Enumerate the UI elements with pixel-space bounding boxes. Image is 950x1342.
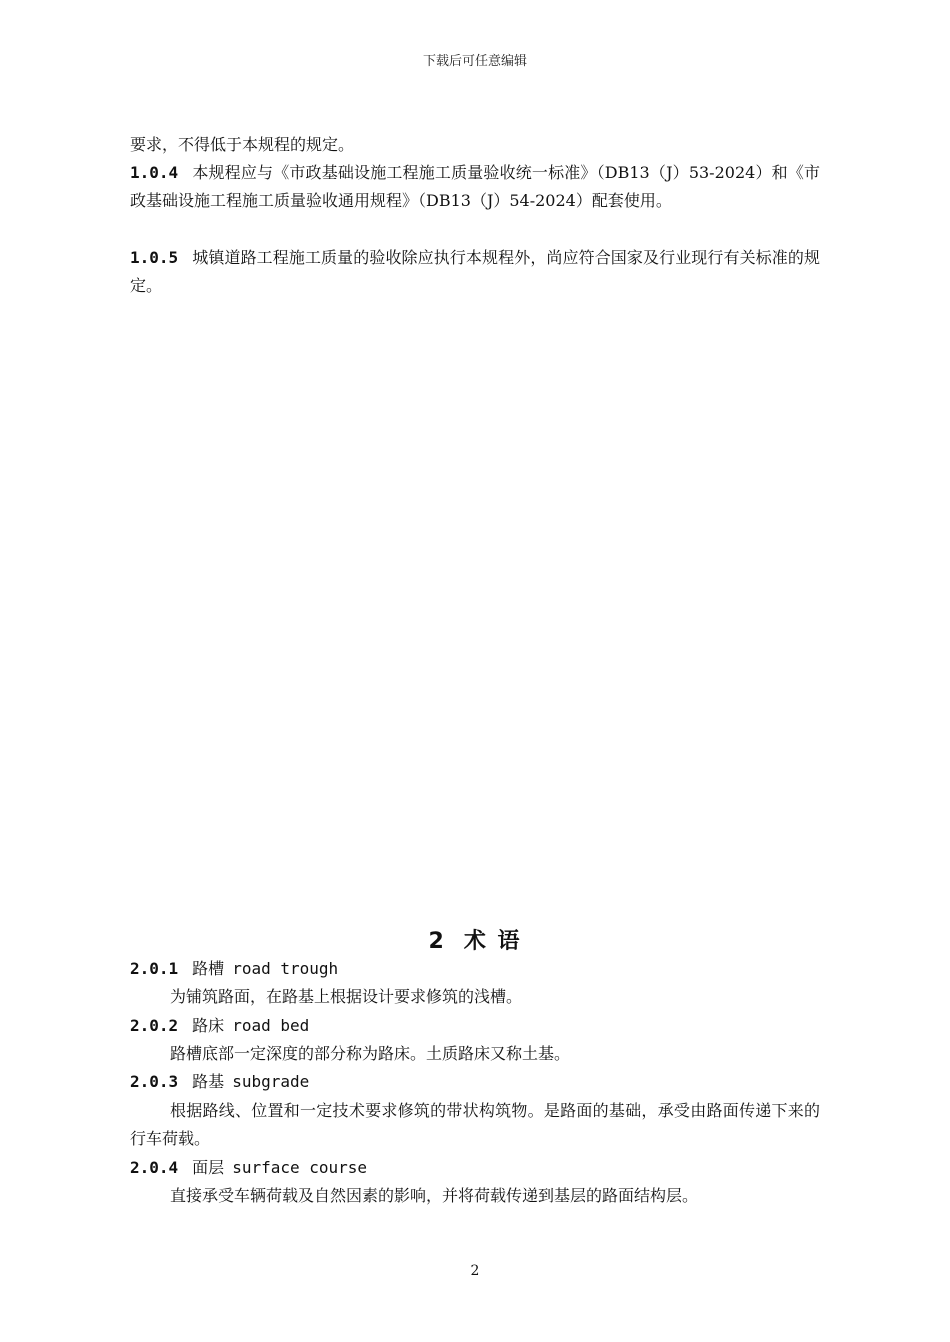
term-cn: 路床 bbox=[192, 1016, 225, 1035]
term-cn: 路基 bbox=[192, 1072, 225, 1091]
term-number: 2.0.1 bbox=[130, 959, 179, 978]
term-cn: 面层 bbox=[192, 1158, 225, 1177]
term-heading bbox=[130, 1154, 820, 1182]
term-cn: 路槽 bbox=[192, 959, 225, 978]
clause-1-0-5 bbox=[130, 244, 820, 300]
term-definition: 根据路线、位置和一定技术要求修筑的带状构筑物。是路面的基础，承受由路面传递下来的行车荷载。 bbox=[130, 1101, 820, 1148]
term-definition: 直接承受车辆荷载及自然因素的影响，并将荷载传递到基层的路面结构层。 bbox=[170, 1186, 699, 1205]
term-en: subgrade bbox=[232, 1072, 310, 1091]
clause-number: 1.0.4 bbox=[130, 163, 179, 182]
chapter-title bbox=[0, 924, 950, 955]
clause-number: 1.0.5 bbox=[130, 248, 179, 267]
page-header: 下载后可任意编辑 bbox=[422, 54, 527, 69]
clause-1-0-4 bbox=[130, 159, 820, 215]
chapter-name: 术 语 bbox=[463, 929, 522, 954]
term-heading bbox=[130, 1068, 820, 1096]
term-en: surface course bbox=[232, 1158, 368, 1177]
term-number: 2.0.2 bbox=[130, 1016, 179, 1035]
term-en: road trough bbox=[232, 959, 339, 978]
term-number: 2.0.4 bbox=[130, 1158, 179, 1177]
term-definition: 路槽底部一定深度的部分称为路床。土质路床又称土基。 bbox=[170, 1044, 571, 1063]
chapter-number: 2 bbox=[428, 929, 446, 954]
clause-text: 城镇道路工程施工质量的验收除应执行本规程外，尚应符合国家及行业现行有关标准的规定。 bbox=[130, 248, 820, 295]
term-number: 2.0.3 bbox=[130, 1072, 179, 1091]
term-heading bbox=[130, 1012, 820, 1040]
page-number: 2 bbox=[470, 1263, 480, 1279]
continuation-paragraph: 要求，不得低于本规程的规定。 bbox=[130, 135, 355, 154]
term-definition: 为铺筑路面，在路基上根据设计要求修筑的浅槽。 bbox=[170, 987, 523, 1006]
clause-text: 本规程应与《市政基础设施工程施工质量验收统一标准》（DB13（J）53-2024）和《市政基础设施工程施工质量验收通用规程》（DB13（J）54-2024）配套使用。 bbox=[130, 163, 820, 210]
term-heading bbox=[130, 955, 820, 983]
term-en: road bed bbox=[232, 1016, 310, 1035]
